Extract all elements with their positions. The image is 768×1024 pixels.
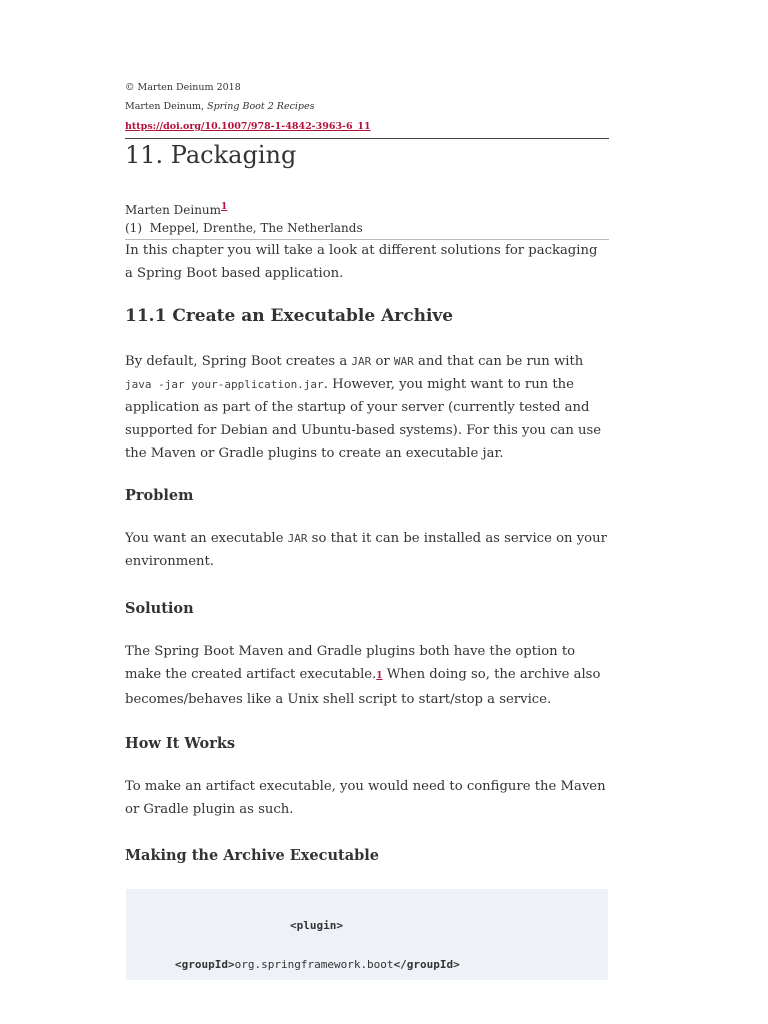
author: [125, 201, 609, 217]
citation: [125, 101, 609, 112]
section-heading: 11.1 Create an Executable Archive: [125, 306, 454, 326]
copyright: © Marten Deinum 2018: [125, 82, 241, 93]
how-heading: How It Works: [125, 735, 236, 752]
code-line-plugin: <plugin>: [290, 919, 343, 932]
code-line-groupid: <groupId>org.springframework.boot</groupId>: [175, 958, 460, 971]
author-name: Marten Deinum: [125, 203, 222, 217]
problem-paragraph: You want an executable JAR so that it can be installed as service on your environment.: [125, 531, 607, 569]
how-paragraph: To make an artifact executable, you would need to configure the Maven or Gradle plugin as such.: [125, 779, 606, 817]
doi-link[interactable]: https://doi.org/10.1007/978-1-4842-3963-6_11: [125, 121, 371, 132]
affiliation-text: Meppel, Drenthe, The Netherlands: [149, 221, 363, 235]
citation-author: Marten Deinum,: [125, 101, 208, 112]
solution-heading: Solution: [125, 600, 194, 617]
intro-paragraph: In this chapter you will take a look at different solutions for packaging a Spring Boot based application.: [125, 243, 598, 281]
making-heading: Making the Archive Executable: [125, 847, 379, 864]
solution-paragraph: The Spring Boot Maven and Gradle plugins both have the option to make the created artifact executable.1 When doing so, the archive also becomes/behaves like a Unix shell script to start/stop a service.: [125, 644, 601, 707]
header-rule: [125, 138, 609, 139]
citation-book: Spring Boot 2 Recipes: [207, 101, 315, 112]
affiliation-number: (1): [125, 221, 142, 235]
code-block: [126, 889, 608, 980]
chapter-title: 11. Packaging: [125, 141, 297, 169]
affiliation: [125, 221, 609, 235]
problem-heading: Problem: [125, 487, 194, 504]
solution-footnote-link[interactable]: 1: [376, 671, 383, 681]
author-footnote-link[interactable]: 1: [221, 202, 228, 212]
section-paragraph: By default, Spring Boot creates a JAR or WAR and that can be run with java -jar your-application.jar. However, you might want to run the application as part of the startup of your server (currently tested and supported for Debian and Ubuntu-based systems). For this you can use the Maven or Gradle plugins to create an executable jar.: [125, 354, 602, 461]
